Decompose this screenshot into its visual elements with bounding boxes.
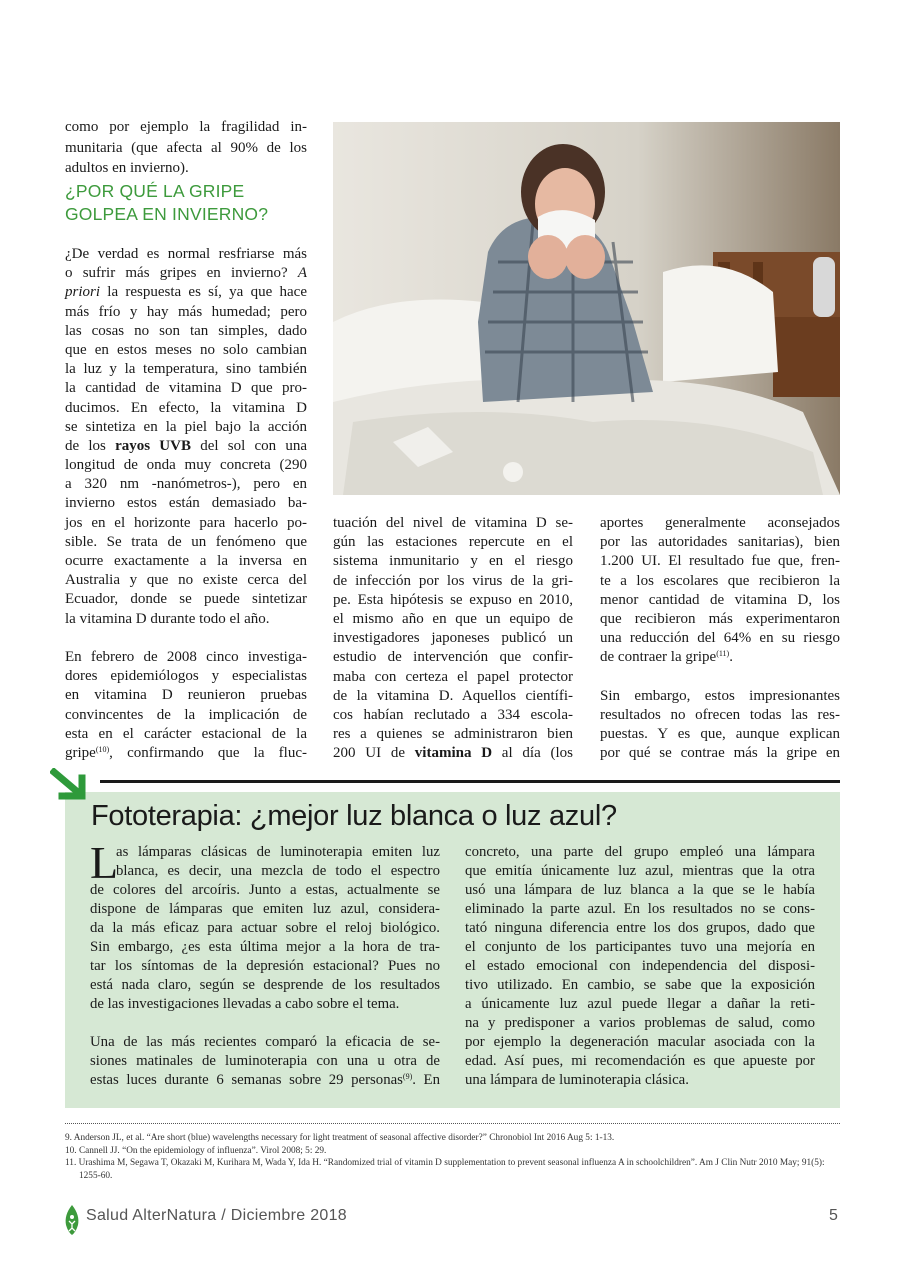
footer-publication: Salud AlterNatura / Diciembre 2018 (86, 1207, 347, 1224)
page-number: 5 (829, 1207, 838, 1224)
text-line: Una de las más recientes comparó la eficacia de se- (90, 1034, 440, 1050)
text-line: estudio de intervención que confir- (333, 649, 573, 666)
text-line: de contraer la gripe$^{(11)}$. (600, 649, 733, 666)
text-line: convincentes de la implicación de (65, 706, 307, 723)
text-line: siones matinales de luminoterapia con una u otra de (90, 1053, 440, 1069)
text-line: dispone de lámparas que emiten luz azul, considera- (90, 901, 440, 917)
text-line: tivo utilizado. En cambio, se sabe que la exposición (465, 977, 815, 993)
text-line: 200 UI de vitamina D al día (los (333, 745, 573, 762)
text-line: tató ninguna diferencia entre los dos grupos, dado que (465, 920, 815, 936)
text-line: que en estos meses no solo cambian (65, 341, 307, 358)
paragraph-gap (90, 1014, 440, 1033)
text-line: a 320 nm -nanómetros-), pero en (65, 476, 307, 493)
text-line: aportes generalmente aconsejados (600, 515, 840, 531)
sidebar-column-left (90, 837, 440, 1090)
footnote-divider (65, 1123, 840, 1124)
text-line: por las autoridades sanitarias), bien (600, 534, 840, 551)
text-line: está nada claro, según se desprende de los resultados (90, 977, 440, 993)
text-line: 1.200 UI. El resultado fue que, fren- (600, 553, 840, 570)
article-column-right (600, 514, 840, 763)
text-line: como por ejemplo la fragilidad in- (65, 119, 307, 135)
footnote: 9. Anderson JL, et al. “Are short (blue) wavelengths necessary for light treatment of seasonal affective disorder?” Chronobiol Int 2016 Aug 5: 1-13. (65, 1133, 615, 1143)
footnote: 11. Urashima M, Segawa T, Okazaki M, Kurihara M, Wada Y, Ida H. “Randomized trial of vitamin D supplementation to prevent seasonal influenza A in schoolchildren”. Am J Clin Nutr 2010 May; 91(5): 1255-60. (65, 1158, 825, 1181)
paragraph-gap (65, 629, 307, 648)
text-line: esta en el carácter estacional de la (65, 725, 307, 742)
text-line: por ejemplo la degeneración macular asociada con la (465, 1034, 815, 1050)
text-line: estas luces durante 6 semanas sobre 29 personas$^{(9)}$. En (90, 1072, 440, 1088)
text-line: maba con certeza el papel protector (333, 668, 573, 685)
text-line: gún las estaciones repercute en el (333, 534, 573, 551)
text-line: res a quienes se administraron bien (333, 726, 573, 743)
text-line: Sin embargo, estos impresionantes (600, 687, 840, 704)
text-line: las cosas no son tan simples, dado (65, 322, 307, 339)
section-divider (100, 780, 840, 783)
text-line: cos habían reclutado a 334 escola- (333, 706, 573, 723)
text-line: de las investigaciones llevadas a cabo sobre el tema. (90, 996, 400, 1012)
text-line: de los rayos UVB del sol con una (65, 437, 307, 454)
text-line: pe. Esta hipótesis se expuso en 2010, (333, 591, 573, 608)
text-line: te a los escolares que recibieron la (600, 572, 840, 589)
text-line: menor cantidad de vitamina D, los (600, 591, 840, 608)
text-line: adultos en invierno). (65, 160, 189, 176)
text-line: en vitamina D reunieron pruebas (65, 687, 307, 704)
text-line: una lámpara de luminoterapia clásica. (465, 1072, 689, 1088)
footnotes (65, 1132, 845, 1182)
text-line: el mismo año en que un equipo de (333, 610, 573, 627)
text-line: se sintetiza en la piel bajo la acción (65, 418, 307, 435)
text-line: de colores del arcoíris. Junto a estas, actualmente se (90, 882, 440, 898)
text-line: una reducción del 64% en su riesgo (600, 630, 840, 647)
text-line: ducimos. En efecto, la vitamina D (65, 399, 307, 416)
text-line: blanca, es decir, una mezcla de todo el espectro (116, 863, 440, 879)
text-line: priori la respuesta es sí, ya que hace (65, 284, 307, 301)
arrow-icon (50, 768, 90, 804)
text-line: sible. Se trata de un fenómeno que (65, 533, 307, 550)
section-heading-line: ¿POR QUÉ LA GRIPE (65, 181, 245, 201)
text-line: la cantidad de vitamina D que pro- (65, 380, 307, 397)
text-line: edad. Así pues, mi recomendación es que apueste por (465, 1053, 815, 1069)
drop-cap: L (90, 837, 119, 888)
footnote: 10. Cannell JJ. “On the epidemiology of influenza”. Virol 2008; 5: 29. (65, 1145, 327, 1156)
text-line: Ecuador, donde se puede sintetizar (65, 591, 307, 608)
text-line: usó una lámpara de luz blanca a la que se le había (465, 882, 815, 898)
section-heading-line: GOLPEA EN INVIERNO? (65, 204, 269, 224)
article-column-left (65, 245, 307, 763)
text-line: que emitía únicamente luz azul, mientras que la otra (465, 863, 815, 879)
paragraph-gap (600, 668, 840, 687)
text-line: munitaria (que afecta al 90% de los (65, 139, 307, 156)
text-line: la luz y la temperatura, sino también (65, 361, 307, 378)
sidebar-title: Fototerapia: ¿mejor luz blanca o luz azul? (91, 800, 617, 832)
text-line: de infección por los virus de la gri- (333, 572, 573, 589)
text-line: o sufrir más gripes en invierno? A (65, 265, 307, 282)
text-line: eliminado la parte azul. En los resultados no se cons- (465, 901, 815, 917)
text-line: investigadores japoneses publicó un (333, 630, 573, 647)
text-line: por qué se contrae más la gripe en (600, 745, 840, 762)
text-line: En febrero de 2008 cinco investiga- (65, 648, 307, 665)
text-line: a únicamente luz azul puede llegar a dañar la reti- (465, 996, 815, 1012)
text-line: gripe$^{(10)}$, confirmando que la fluc- (65, 744, 307, 761)
text-line: el estado emocional con independencia del disposi- (465, 958, 815, 974)
text-line: jos en el horizonte para hacerlo po- (65, 514, 307, 531)
text-line: puestas. Y es que, aunque explican (600, 726, 840, 743)
text-line: el conjunto de los participantes tuvo una mejoría en (465, 939, 815, 955)
text-line: ocurre exactamente a la inversa en (65, 553, 307, 569)
text-line: longitud de onda muy concreta (290 (65, 457, 307, 474)
text-line: concreto, una parte del grupo empleó una lámpara (465, 844, 815, 860)
text-line: tar los síntomas de la depresión estacional? Pues no (90, 958, 440, 974)
text-line: as lámparas clásicas de luminoterapia emiten luz (116, 844, 440, 860)
text-line: dores epidemiólogos y especialistas (65, 668, 307, 685)
text-line: Australia y que no existe cerca del (65, 572, 307, 589)
text-line: da la más eficaz para actuar sobre el reloj biológico. (90, 920, 440, 936)
text-line: la vitamina D durante todo el año. (65, 610, 270, 627)
text-line: de la vitamina D. Aquellos científi- (333, 687, 573, 704)
text-line: na y predisponer a varios problemas de salud, como (465, 1015, 815, 1031)
text-line: más frío y hay más humedad; pero (65, 303, 307, 320)
text-line: tuación del nivel de vitamina D se- (333, 515, 573, 531)
article-column-middle (333, 514, 573, 763)
leaf-logo-icon (64, 1205, 80, 1235)
text-line: que recibieron más experimentaron (600, 610, 840, 627)
text-line: ¿De verdad es normal resfriarse más (65, 246, 307, 262)
sidebar-column-right (465, 843, 815, 1090)
text-line: invierno estos están demasiado ba- (65, 495, 307, 512)
text-line: resultados no ofrecen todas las res- (600, 706, 840, 723)
photo-woman-sneezing-in-bed (333, 122, 840, 495)
text-line: sistema inmunitario y en el riesgo (333, 553, 573, 570)
text-line: Sin embargo, ¿es esta última mejor a la hora de tra- (90, 939, 440, 955)
section-heading (65, 180, 268, 226)
article-column-left-intro (65, 117, 307, 179)
